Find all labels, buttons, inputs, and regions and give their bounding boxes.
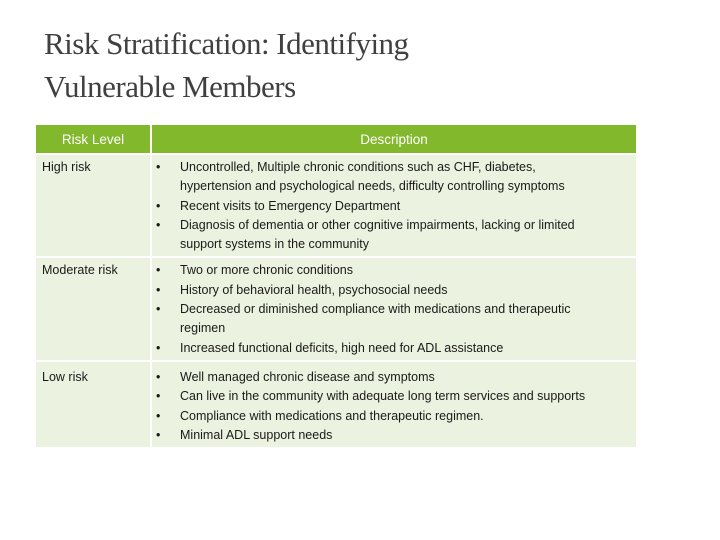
table-row-high-risk [36,154,636,257]
table-row-moderate-risk [36,257,636,360]
risk-level-cell: High risk [36,154,151,257]
slide-title [44,22,684,108]
list-item: • Minimal ADL support needs [152,426,608,445]
header-risk-level: Risk Level [36,125,151,154]
description-list [152,158,608,254]
risk-level-cell: Moderate risk [36,257,151,360]
list-item: • Recent visits to Emergency Department [152,197,608,216]
list-item: • Increased functional deficits, high need for ADL assistance [152,339,608,358]
list-item: • Two or more chronic conditions [152,261,608,280]
risk-stratification-table [36,125,636,449]
list-item: • Well managed chronic disease and symptoms [152,368,608,387]
list-item: • Decreased or diminished compliance with medications and therapeutic regimen [152,300,608,339]
header-description: Description [151,125,636,154]
description-list [152,261,608,357]
list-item: • Can live in the community with adequate long term services and supports [152,387,608,406]
risk-level-cell: Low risk [36,361,151,448]
table-row-low-risk [36,361,636,448]
description-cell [151,257,636,360]
list-item: • History of behavioral health, psychosocial needs [152,281,608,300]
description-cell [151,154,636,257]
list-item: • Compliance with medications and therapeutic regimen. [152,407,608,426]
description-list [152,368,608,445]
list-item: • Diagnosis of dementia or other cognitive impairments, lacking or limited support systems in the community [152,216,608,255]
list-item: • Uncontrolled, Multiple chronic conditions such as CHF, diabetes, hypertension and psychological needs, difficulty controlling symptoms [152,158,608,197]
slide-title-line-2: Vulnerable Members [44,69,296,104]
description-cell [151,361,636,448]
table-header-row [36,125,636,154]
slide-title-line-1: Risk Stratification: Identifying [44,26,409,61]
